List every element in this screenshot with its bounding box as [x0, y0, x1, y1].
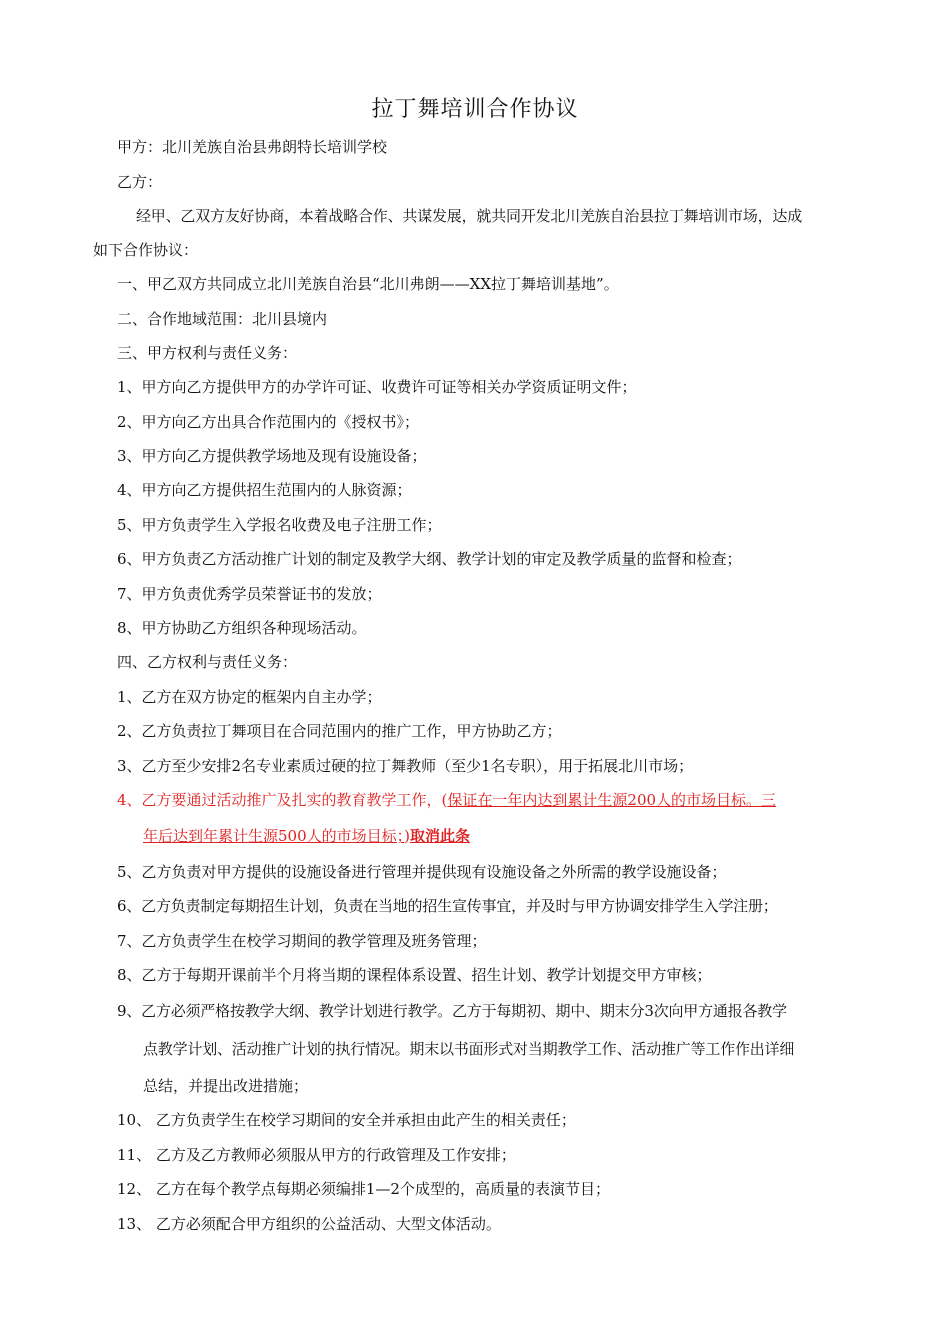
item-4-close-paren: ) — [404, 827, 410, 845]
party-b-item-4-line-2 — [143, 826, 470, 846]
party-b-item-9-line-3: 总结，并提出改进措施； — [143, 1077, 309, 1095]
party-b-item-7: 7、乙方负责学生在校学习期间的教学管理及班务管理； — [117, 932, 487, 950]
section-1: 一、甲乙双方共同成立北川羌族自治县“北川弗朗——XX拉丁舞培训基地”。 — [117, 275, 619, 293]
party-b-item-5: 5、乙方负责对甲方提供的设施设备进行管理并提供现有设施设备之外所需的教学设施设备； — [117, 863, 727, 881]
intro-paragraph-line-2: 如下合作协议： — [93, 241, 199, 259]
party-b-item-8: 8、乙方于每期开课前半个月将当期的课程体系设置、招生计划、教学计划提交甲方审核； — [117, 966, 712, 984]
party-b-item-3: 3、乙方至少安排2名专业素质过硬的拉丁舞教师（至少1名专职），用于拓展北川市场； — [117, 757, 694, 775]
item-4-prefix: 4、乙方要通过活动推广及扎实的教育教学工作， — [117, 791, 442, 809]
party-a-item-1: 1、甲方向乙方提供甲方的办学许可证、收费许可证等相关办学资质证明文件； — [117, 378, 637, 396]
party-b-item-12: 12、 乙方在每个教学点每期必须编排1—2个成型的，高质量的表演节目； — [117, 1180, 610, 1198]
section-2: 二、合作地域范围：北川县境内 — [117, 310, 328, 328]
item-4-open-paren: ( — [441, 791, 448, 809]
party-b-item-9-line-2: 点教学计划、活动推广计划的执行情况。期末以书面形式对当期教学工作、活动推广等工作作出详细 — [143, 1040, 795, 1058]
item-4-deleted-text-2: 年后达到年累计生源500人的市场目标； — [143, 827, 405, 845]
party-b-item-4-line-1 — [117, 790, 776, 810]
party-b-item-9-line-1: 9、乙方必须严格按教学大纲、教学计划进行教学。乙方于每期初、期中、期末分3次向甲方通报各教学 — [117, 1002, 787, 1020]
item-4-deleted-text-1: 保证在一年内达到累计生源200人的市场目标。三 — [447, 791, 777, 809]
party-b-item-13: 13、 乙方必须配合甲方组织的公益活动、大型文体活动。 — [117, 1215, 501, 1233]
item-4-cancel-note: 取消此条 — [410, 827, 471, 845]
document-title: 拉丁舞培训合作协议 — [371, 97, 579, 122]
party-a-item-6: 6、甲方负责乙方活动推广计划的制定及教学大纲、教学计划的审定及教学质量的监督和检查； — [117, 550, 742, 568]
section-3-heading: 三、甲方权利与责任义务： — [117, 344, 298, 362]
party-a-item-2: 2、甲方向乙方出具合作范围内的《授权书》； — [117, 413, 420, 431]
party-a-item-7: 7、甲方负责优秀学员荣誉证书的发放； — [117, 585, 382, 603]
party-b-item-2: 2、乙方负责拉丁舞项目在合同范围内的推广工作，甲方协助乙方； — [117, 722, 562, 740]
party-b-item-1: 1、乙方在双方协定的框架内自主办学； — [117, 688, 382, 706]
party-b-item-6: 6、乙方负责制定每期招生计划，负责在当地的招生宣传事宜，并及时与甲方协调安排学生入学注册； — [117, 897, 778, 915]
party-b-line: 乙方： — [117, 173, 163, 191]
party-b-item-11: 11、 乙方及乙方教师必须服从甲方的行政管理及工作安排； — [117, 1146, 516, 1164]
party-a-line: 甲方：北川羌族自治县弗朗特长培训学校 — [117, 138, 388, 156]
party-a-item-5: 5、甲方负责学生入学报名收费及电子注册工作； — [117, 516, 442, 534]
party-b-item-10: 10、 乙方负责学生在校学习期间的安全并承担由此产生的相关责任； — [117, 1111, 576, 1129]
section-4-heading: 四、乙方权利与责任义务： — [117, 653, 298, 671]
party-a-item-8: 8、甲方协助乙方组织各种现场活动。 — [117, 619, 367, 637]
intro-paragraph-line-1: 经甲、乙双方友好协商，本着战略合作、共谋发展，就共同开发北川羌族自治县拉丁舞培训市场，达成 — [136, 207, 803, 225]
party-a-item-4: 4、甲方向乙方提供招生范围内的人脉资源； — [117, 481, 412, 499]
party-a-item-3: 3、甲方向乙方提供教学场地及现有设施设备； — [117, 447, 427, 465]
